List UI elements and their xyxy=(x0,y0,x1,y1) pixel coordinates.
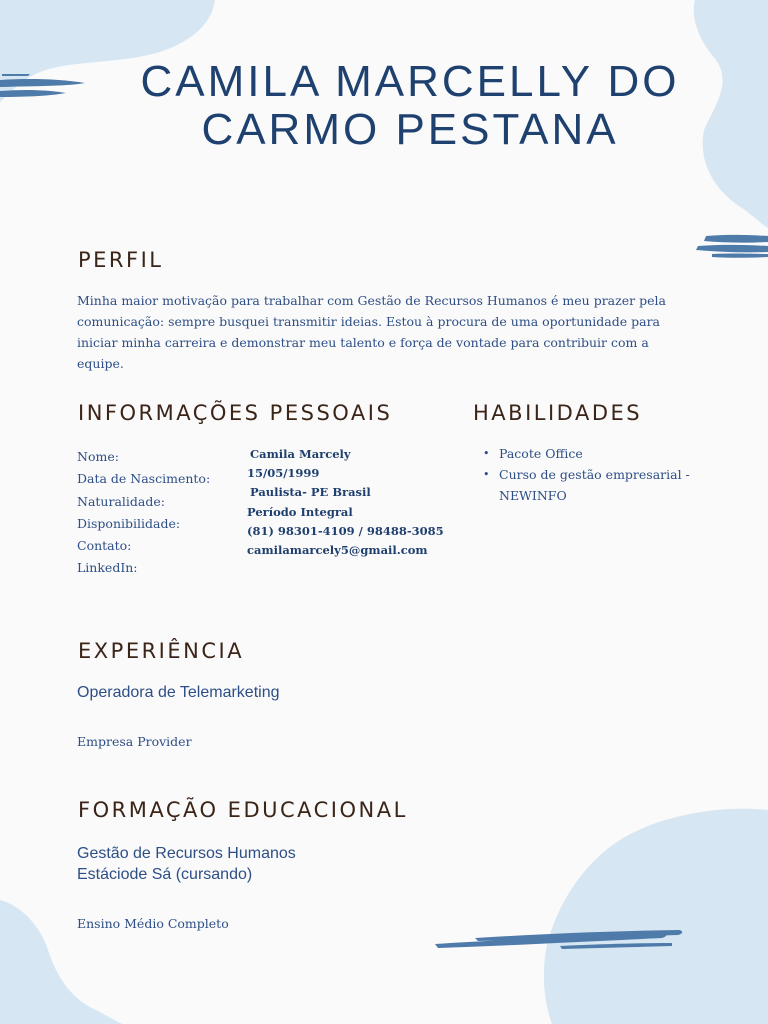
personal-info-labels xyxy=(77,446,210,580)
experience-role: Operadora de Telemarketing xyxy=(77,684,280,701)
value-email[interactable]: camilamarcely5@gmail.com xyxy=(247,543,428,558)
top-right-brush xyxy=(696,235,768,258)
name-line-1: CAMILA MARCELLY DO xyxy=(140,57,680,106)
skills-heading: HABILIDADES xyxy=(473,401,643,425)
skills-list xyxy=(483,443,723,506)
skill-item: • Pacote Office xyxy=(483,443,723,464)
personal-info-values xyxy=(247,445,444,560)
experience-company: Empresa Provider xyxy=(77,734,192,749)
value-availability: Período Integral xyxy=(247,504,353,519)
value-name: Camila Marcely xyxy=(250,447,351,461)
label-availability: Disponibilidade: xyxy=(77,515,181,531)
education-heading: FORMAÇÃO EDUCACIONAL xyxy=(78,798,408,822)
experience-heading: EXPERIÊNCIA xyxy=(78,639,245,663)
education-institution: Estáciode Sá (cursando) xyxy=(77,866,253,883)
bottom-right-blob xyxy=(544,809,768,1024)
value-phone: (81) 98301-4109 / 98488-3085 xyxy=(247,523,444,538)
label-birthplace: Naturalidade: xyxy=(77,493,165,509)
education-course: Gestão de Recursos Humanos xyxy=(77,845,296,862)
personal-info-heading: INFORMAÇÕES PESSOAIS xyxy=(78,401,393,425)
profile-heading: PERFIL xyxy=(78,248,164,272)
label-birth-date: Data de Nascimento: xyxy=(77,471,211,487)
label-contact: Contato: xyxy=(77,538,132,554)
name-line-2: CARMO PESTANA xyxy=(201,105,619,154)
value-birthplace: Paulista- PE Brasil xyxy=(250,485,371,500)
value-birth-date: 15/05/1999 xyxy=(247,466,320,481)
education-school: Ensino Médio Completo xyxy=(77,916,229,931)
label-name: Nome: xyxy=(77,449,119,464)
skill-item: • Curso de gestão empresarial - NEWINFO xyxy=(483,464,723,506)
candidate-name xyxy=(80,58,740,154)
profile-text: Minha maior motivação para trabalhar com Gestão de Recursos Humanos é meu prazer pela comunicação: sempre busquei transmitir ideias. Estou à procura de uma oportunidade para iniciar minha carreira e demonstrar meu talento e força de vontade para contribuir com a equipe. xyxy=(77,293,666,371)
label-linkedin: LinkedIn: xyxy=(77,560,138,576)
